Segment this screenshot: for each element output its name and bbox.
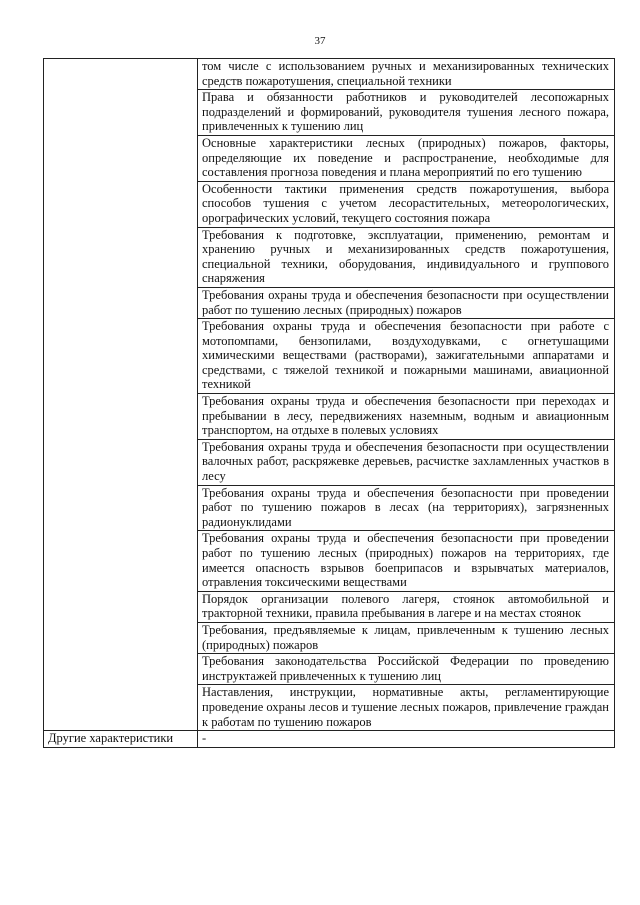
- other-characteristics-row: [44, 731, 615, 748]
- other-characteristics-label: Другие характеристики: [44, 731, 198, 748]
- knowledge-item: Особенности тактики применения средств пожаротушения, выбора способов тушения с учетом лесорастительных, метеорологических, орографических условий, текущего состояния пожара: [198, 181, 615, 227]
- table-row: [44, 59, 615, 90]
- knowledge-label-cell: [44, 59, 198, 731]
- knowledge-item: Требования законодательства Российской Федерации по проведению инструктажей привлеченных к тушению лиц: [198, 654, 615, 685]
- knowledge-item: Требования охраны труда и обеспечения безопасности при проведении работ по тушению пожаров в лесах (на территориях), загрязненных радионуклидами: [198, 485, 615, 531]
- knowledge-item: Требования охраны труда и обеспечения безопасности при работе с мотопомпами, бензопилами, воздуходувками, с огнетушащими химическими веществами (растворами), зажигательными аппаратами и средствами, с тяжелой техникой и пожарными машинами, авиационной техникой: [198, 319, 615, 394]
- knowledge-item: Требования к подготовке, эксплуатации, применению, ремонтам и хранению ручных и механизированных средств пожаротушения, специальной техники, оборудования, индивидуального и группового снаряжения: [198, 227, 615, 287]
- knowledge-item: Требования охраны труда и обеспечения безопасности при переходах и пребывании в лесу, передвижениях наземным, водным и авиационным транспортом, на отдыхе в полевых условиях: [198, 394, 615, 440]
- knowledge-item: Требования охраны труда и обеспечения безопасности при проведении работ по тушению лесных (природных) пожаров на территориях, где имеется опасность взрывов боеприпасов и взрывчатых материалов, отравления токсическими веществами: [198, 531, 615, 591]
- knowledge-item: Требования, предъявляемые к лицам, привлеченным к тушению лесных (природных) пожаров: [198, 622, 615, 653]
- knowledge-item: Наставления, инструкции, нормативные акты, регламентирующие проведение охраны лесов и тушение лесных пожаров, привлечение граждан к работам по тушению пожаров: [198, 685, 615, 731]
- other-characteristics-value: -: [198, 731, 615, 748]
- knowledge-item: Основные характеристики лесных (природных) пожаров, факторы, определяющие их поведение и распространение, необходимые для составления прогноза поведения и плана мероприятий по его тушению: [198, 135, 615, 181]
- knowledge-item: Порядок организации полевого лагеря, стоянок автомобильной и тракторной техники, правила пребывания в лагере и на местах стоянок: [198, 591, 615, 622]
- page-number: 37: [314, 35, 326, 47]
- knowledge-item: Права и обязанности работников и руководителей лесопожарных подразделений и формирований, руководителя тушения лесного пожара, привлеченных к тушению лиц: [198, 90, 615, 136]
- knowledge-item: Требования охраны труда и обеспечения безопасности при осуществлении валочных работ, раскряжевке деревьев, расчистке захламленных участков в лесу: [198, 439, 615, 485]
- knowledge-table: [43, 58, 615, 748]
- knowledge-item: Требования охраны труда и обеспечения безопасности при осуществлении работ по тушению лесных (природных) пожаров: [198, 287, 615, 318]
- knowledge-item: том числе с использованием ручных и механизированных технических средств пожаротушения, специальной техники: [198, 59, 615, 90]
